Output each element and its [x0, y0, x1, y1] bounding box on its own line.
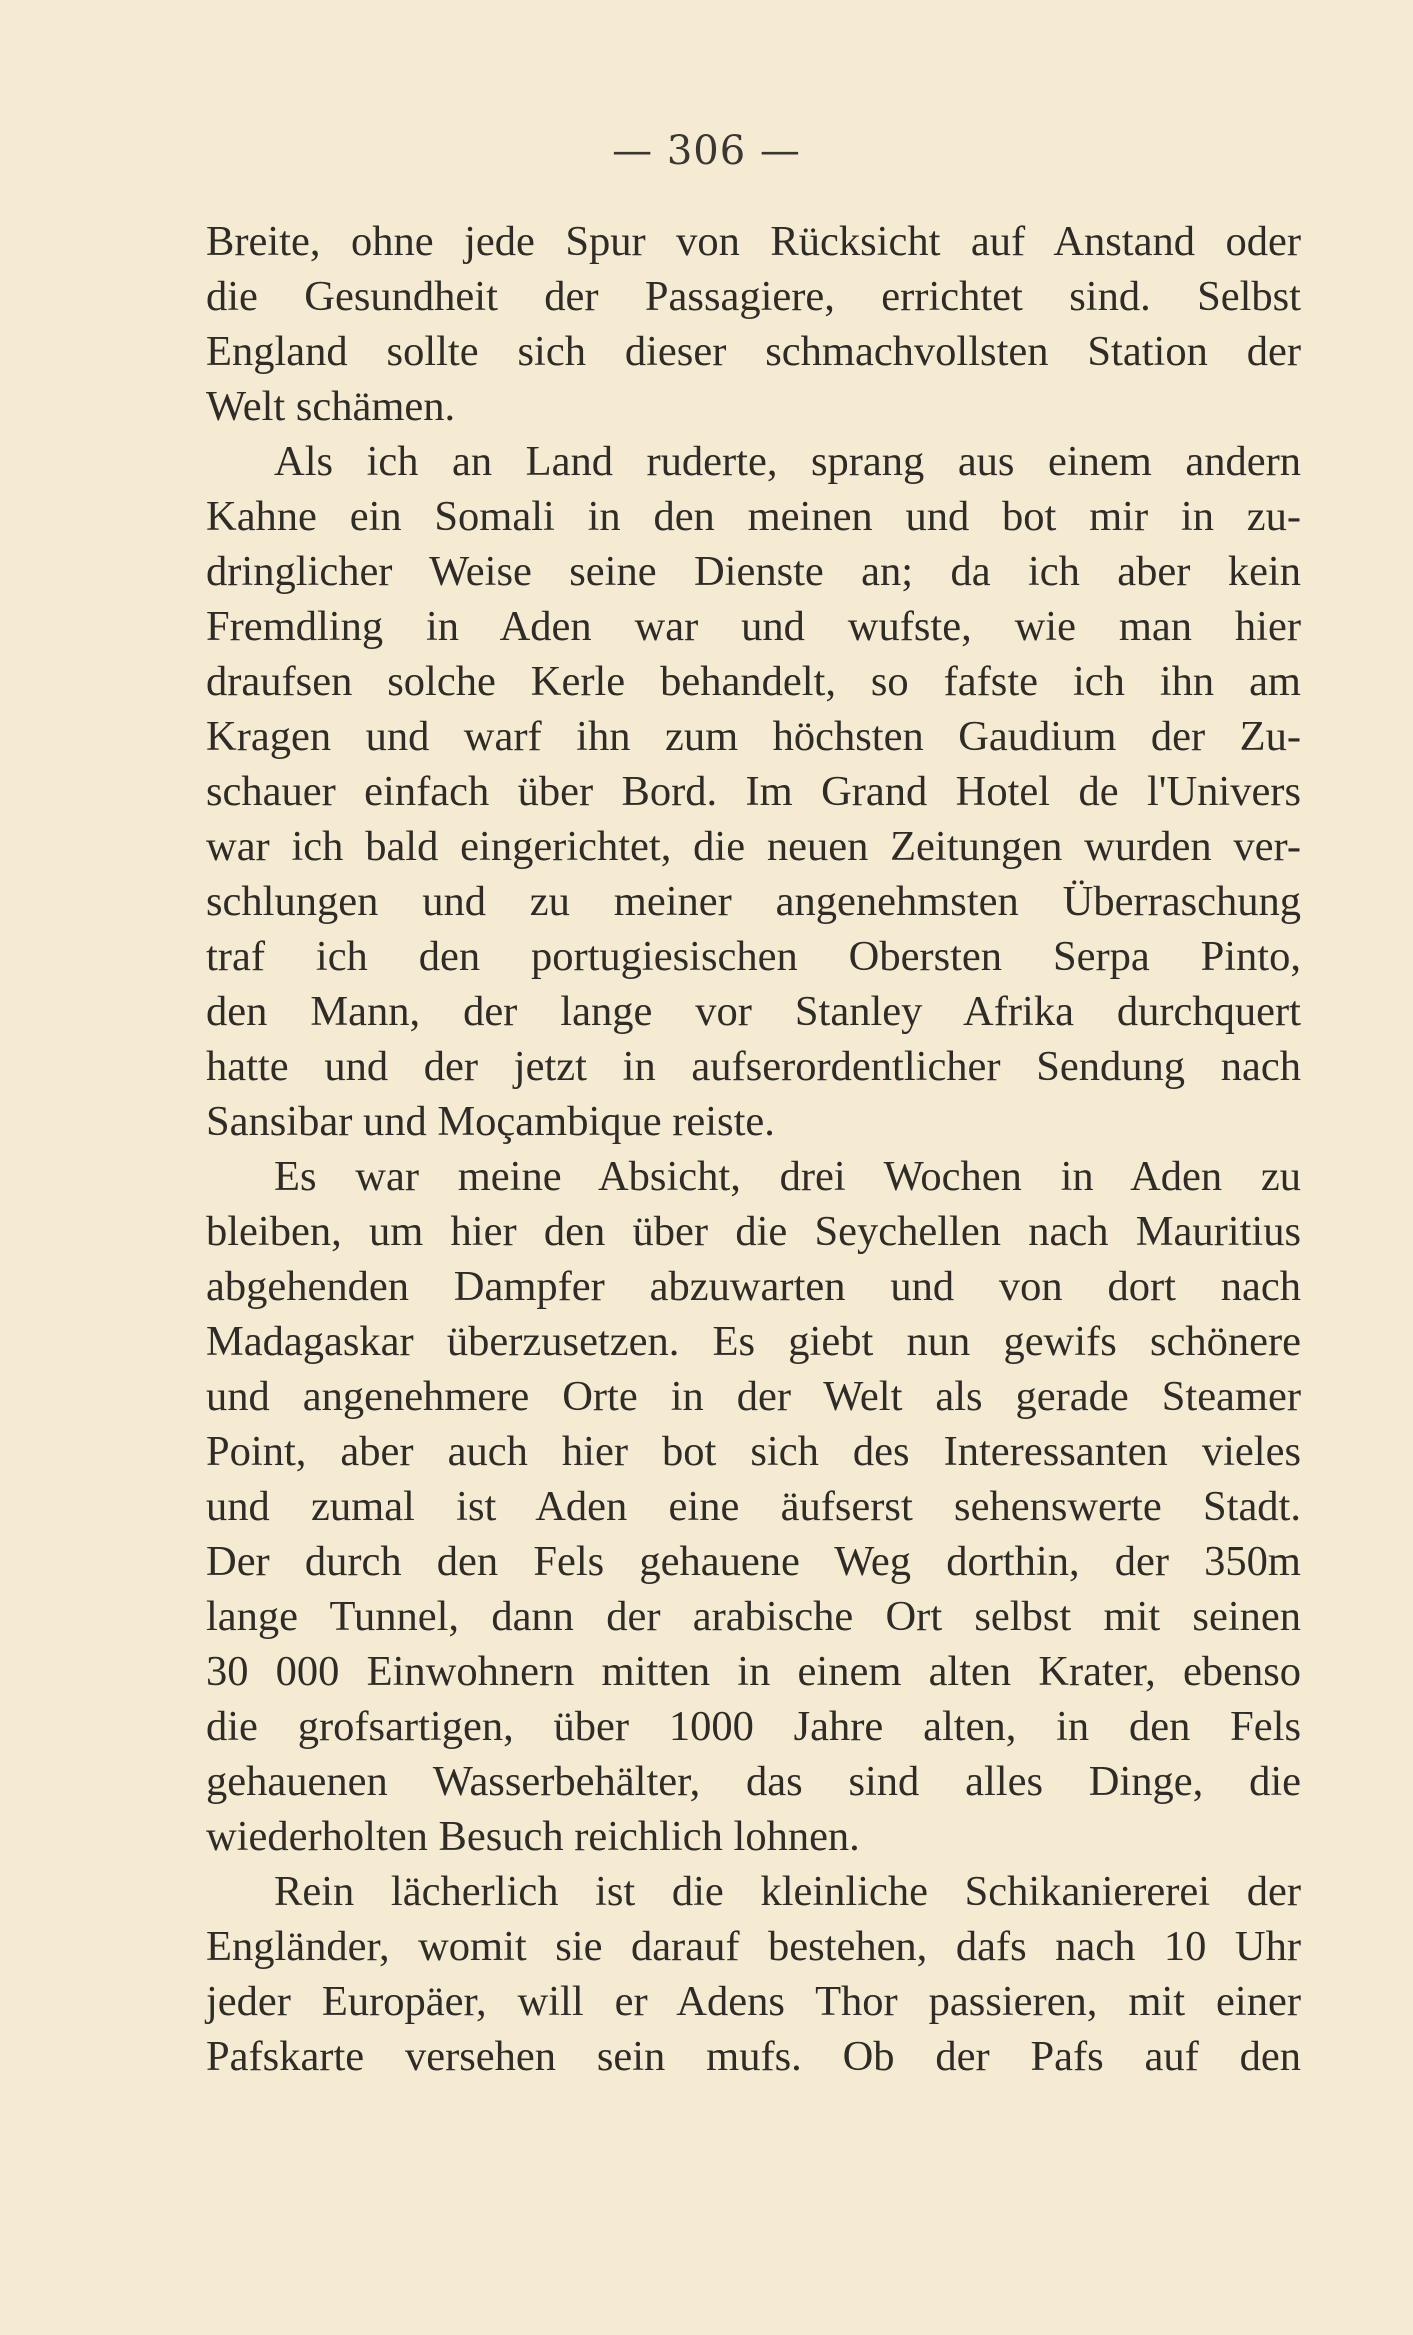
text-line: gehauenen Wasserbehälter, das sind alles Dinge, die: [206, 1758, 1301, 1805]
text-line: 30 000 Einwohnern mitten in einem alten Krater, ebenso: [206, 1648, 1301, 1695]
text-line: Der durch den Fels gehauene Weg dorthin, der 350m: [206, 1538, 1301, 1585]
text-line: Kragen und warf ihn zum höchsten Gaudium der Zu-: [206, 713, 1301, 760]
text-line: schauer einfach über Bord. Im Grand Hotel de l'Univers: [206, 768, 1301, 815]
text-line: wiederholten Besuch reichlich lohnen.: [206, 1813, 860, 1860]
text-line: Pafskarte versehen sein mufs. Ob der Pafs auf den: [206, 2033, 1301, 2080]
text-line: hatte und der jetzt in aufserordentlicher Sendung nach: [206, 1043, 1301, 1090]
text-line: Welt schämen.: [206, 383, 456, 430]
text-line: den Mann, der lange vor Stanley Afrika durchquert: [206, 988, 1301, 1035]
body-text: [206, 214, 1301, 2084]
text-line: Als ich an Land ruderte, sprang aus einem andern: [274, 438, 1301, 485]
text-line: lange Tunnel, dann der arabische Ort selbst mit seinen: [206, 1593, 1301, 1640]
text-line: schlungen und zu meiner angenehmsten Überraschung: [206, 878, 1301, 925]
text-line: Engländer, womit sie darauf bestehen, dafs nach 10 Uhr: [206, 1923, 1301, 1970]
text-line: und angenehmere Orte in der Welt als gerade Steamer: [206, 1373, 1301, 1420]
text-line: jeder Europäer, will er Adens Thor passieren, mit einer: [206, 1978, 1301, 2025]
text-line: und zumal ist Aden eine äufserst sehenswerte Stadt.: [206, 1483, 1301, 1530]
text-line: Es war meine Absicht, drei Wochen in Aden zu: [274, 1153, 1301, 1200]
page-number: — 306 —: [612, 128, 801, 174]
text-line: Kahne ein Somali in den meinen und bot mir in zu-: [206, 493, 1301, 540]
text-line: dringlicher Weise seine Dienste an; da ich aber kein: [206, 548, 1301, 595]
text-line: draufsen solche Kerle behandelt, so fafste ich ihn am: [206, 658, 1301, 705]
text-line: bleiben, um hier den über die Seychellen nach Mauritius: [206, 1208, 1301, 1255]
text-line: die grofsartigen, über 1000 Jahre alten, in den Fels: [206, 1703, 1301, 1750]
text-line: England sollte sich dieser schmachvollsten Station der: [206, 328, 1301, 375]
text-line: war ich bald eingerichtet, die neuen Zeitungen wurden ver-: [206, 823, 1301, 870]
text-line: Point, aber auch hier bot sich des Interessanten vieles: [206, 1428, 1301, 1475]
text-line: Sansibar und Moçambique reiste.: [206, 1098, 775, 1145]
text-line: Breite, ohne jede Spur von Rücksicht auf Anstand oder: [206, 218, 1301, 265]
text-line: Fremdling in Aden war und wufste, wie man hier: [206, 603, 1301, 650]
text-line: abgehenden Dampfer abzuwarten und von dort nach: [206, 1263, 1301, 1310]
text-line: traf ich den portugiesischen Obersten Serpa Pinto,: [206, 933, 1301, 980]
text-line: Rein lächerlich ist die kleinliche Schikaniererei der: [274, 1868, 1301, 1915]
text-line: die Gesundheit der Passagiere, errichtet sind. Selbst: [206, 273, 1301, 320]
text-line: Madagaskar überzusetzen. Es giebt nun gewifs schönere: [206, 1318, 1301, 1365]
